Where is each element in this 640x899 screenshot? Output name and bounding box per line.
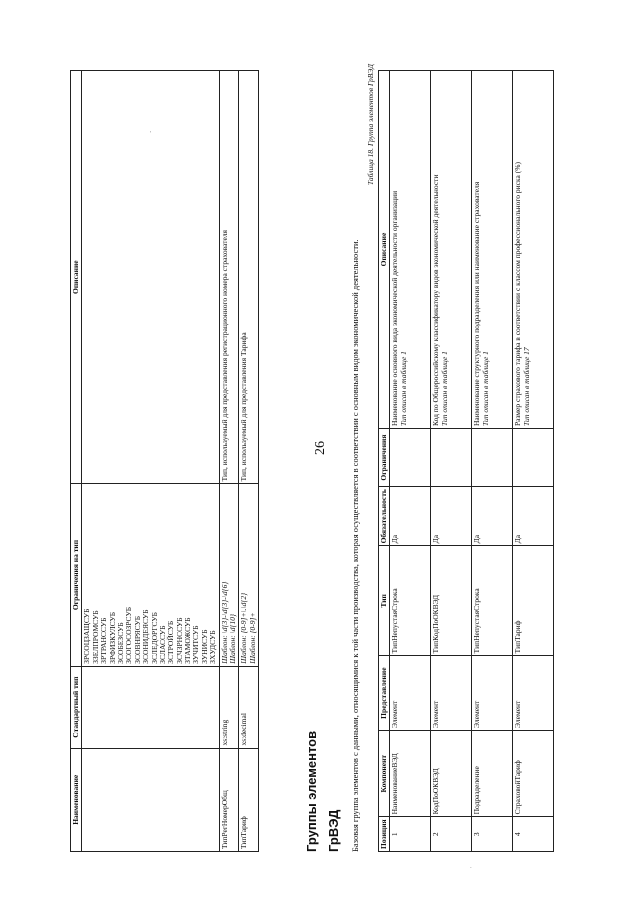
restriction-pattern: Шаблон: \d{10} — [228, 614, 238, 664]
restriction-value: ЗСОНИДЕЯСУБ — [141, 609, 151, 664]
required: Да — [431, 487, 472, 546]
table-row — [82, 71, 219, 852]
element-description — [390, 71, 431, 429]
restriction-value: ЗРТРАНССУБ — [99, 617, 109, 664]
scan-speck: ' — [150, 130, 152, 138]
required: Да — [472, 487, 513, 546]
header-position: Позиция — [379, 817, 390, 852]
restriction-value: ЗСЛЕДОРГСУБ — [149, 612, 159, 664]
type-description: Тип, используемый для представления регистрационного номера страхователя — [219, 71, 239, 484]
component: Подразделение — [472, 730, 513, 816]
element-type: ТипНепустаяСтрока — [390, 546, 431, 656]
type-note: Тип описан в таблице 17 — [521, 347, 531, 427]
restriction-value: ЗУНИСУБ — [199, 629, 209, 664]
limits — [472, 429, 513, 487]
restriction-pattern: Шаблон: [0-9]+ — [247, 612, 257, 664]
description-text: Код по Общероссийскому классификатору видов экономической деятельности — [431, 174, 441, 427]
header-standard-type: Стандартный тип — [71, 666, 82, 748]
table-row — [390, 71, 431, 852]
limits — [513, 429, 554, 487]
restriction-pattern: Шаблон: \d{3}-\d{3}-\d{6} — [219, 581, 229, 664]
rotated-page-content — [70, 60, 610, 860]
table-row — [219, 71, 239, 852]
restriction-value: ЗУЧИТСУБ — [191, 625, 201, 664]
element-description — [472, 71, 513, 429]
types-table-header — [71, 71, 82, 852]
restriction-value: ЗСЛАССУБ — [157, 625, 167, 664]
type-note: Тип описан в таблице 1 — [398, 351, 408, 427]
representation: Элемент — [513, 656, 554, 731]
group-description: Базовая группа элементов с данными, относящимися к той части производства, которая осуществляется в соответствии с основным видом экономической деятельности. — [350, 239, 360, 852]
position: 3 — [472, 817, 513, 852]
header-description: Описание — [379, 71, 390, 429]
type-note: Тип описан в таблице 1 — [439, 351, 449, 427]
element-type: ТипТариф — [513, 546, 554, 656]
cell-empty — [82, 748, 219, 851]
restriction-pattern: Шаблон: [0-9]+\.\d{2} — [239, 592, 249, 664]
page-number: 26 — [313, 441, 328, 455]
scan-speck: . — [470, 862, 472, 870]
description-text: Размер страхового тарифа в соответствии с классом профессионального риска (%) — [513, 162, 523, 427]
types-table — [70, 70, 259, 852]
header-required: Обязательность — [379, 487, 390, 546]
header-type: Тип — [379, 546, 390, 656]
restriction-value: ЗСЧЗРНССУБ — [174, 617, 184, 664]
restriction-value: ЗРСОЦЗАЩСУБ — [82, 608, 92, 664]
component: СтраховойТариф — [513, 730, 554, 816]
type-description: Тип, используемый для представления Тарифа — [239, 71, 259, 484]
table-row — [513, 71, 554, 852]
table-row — [431, 71, 472, 852]
header-component: Компонент — [379, 730, 390, 816]
representation: Элемент — [431, 656, 472, 731]
group-title: ГрВЭД — [326, 809, 341, 852]
element-type: ТипКодПоОКВЭД — [431, 546, 472, 656]
table-row — [239, 71, 259, 852]
type-name: ТипРегНомерОбщ — [219, 748, 239, 851]
type-note: Тип описан в таблице 1 — [480, 351, 490, 427]
cell-empty — [82, 666, 219, 748]
required: Да — [513, 487, 554, 546]
header-description: Описание — [71, 71, 82, 484]
restriction-value: ЗСТРОЙСУБ — [166, 620, 176, 664]
position: 2 — [431, 817, 472, 852]
representation: Элемент — [390, 656, 431, 731]
restriction-value: ЗСОГОСОЗРСУБ — [124, 606, 134, 664]
restriction-value: ЗРФИЗКУЛСУБ — [107, 611, 117, 664]
group-elements-table — [378, 70, 554, 852]
component: НаименованиеВЭД — [390, 730, 431, 816]
position: 4 — [513, 817, 554, 852]
header-representation: Представление — [379, 656, 390, 731]
standard-type: xs:decimal — [239, 666, 259, 748]
required: Да — [390, 487, 431, 546]
position: 1 — [390, 817, 431, 852]
limits — [390, 429, 431, 487]
table-caption: Таблица 18. Группа элементов ГрВЭД — [366, 64, 375, 186]
limits — [431, 429, 472, 487]
restriction-value: ЗХУДСУБ — [208, 630, 218, 664]
restriction-value: ЗЗЕЛПРОМСУБ — [90, 610, 100, 664]
element-description — [513, 71, 554, 429]
header-restrictions: Ограничения на тип — [71, 484, 82, 666]
header-limits: Ограничения — [379, 429, 390, 487]
restriction-value: ЗТАМОЖСУБ — [183, 617, 193, 664]
restriction-value: ЗСОВНРЯСУБ — [132, 615, 142, 664]
restriction-list — [219, 484, 239, 666]
element-type: ТипНепустаяСтрока — [472, 546, 513, 656]
type-name: ТипТариф — [239, 748, 259, 851]
restriction-list — [239, 484, 259, 666]
representation: Элемент — [472, 656, 513, 731]
table-row — [472, 71, 513, 852]
section-title: Группы элементов — [304, 730, 319, 852]
restriction-value: ЗСОБЕЗСУБ — [115, 622, 125, 664]
standard-type: xs:string — [219, 666, 239, 748]
restriction-list — [82, 484, 219, 666]
description-text: Наименование структурного подразделения или наименование страхователя — [472, 181, 482, 427]
group-table-header — [379, 71, 390, 852]
element-description — [431, 71, 472, 429]
header-name: Наименование — [71, 748, 82, 851]
description-text: Наименование основного вида экономической деятельности организации — [390, 190, 400, 427]
component: КодПоОКВЭД — [431, 730, 472, 816]
